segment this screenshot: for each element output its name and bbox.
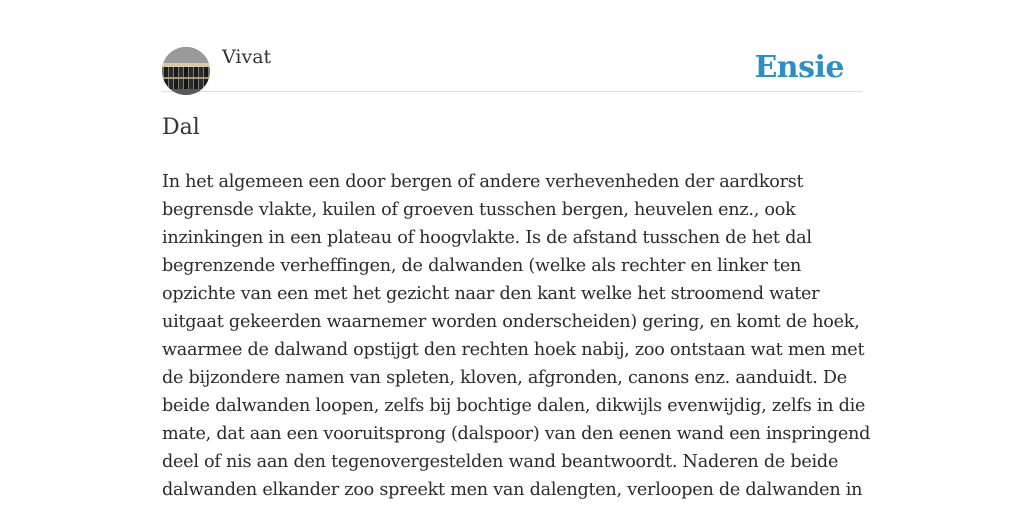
body-line: mate, dat aan een vooruitsprong (dalspoor) van den eenen wand een inspringend bbox=[162, 424, 871, 444]
body-line: begrensde vlakte, kuilen of groeven tusschen bergen, heuvelen enz., ook bbox=[162, 200, 796, 220]
books-avatar-image bbox=[162, 47, 210, 95]
body-line: beide dalwanden loopen, zelfs bij bochtige dalen, dikwijls evenwijdig, zelfs in die bbox=[162, 396, 866, 416]
body-line: begrenzende verheffingen, de dalwanden (welke als rechter en linker ten bbox=[162, 256, 802, 276]
article-title: Dal bbox=[162, 115, 200, 140]
body-line: uitgaat gekeerden waarnemer worden onderscheiden) gering, en komt de hoek, bbox=[162, 312, 860, 332]
body-line: waarmee de dalwand opstijgt den rechten hoek nabij, zoo ontstaan wat men met bbox=[162, 340, 865, 360]
brand-logo[interactable]: Ensie bbox=[754, 50, 844, 85]
source-avatar[interactable] bbox=[162, 47, 210, 95]
body-line: opzichte van een met het gezicht naar den kant welke het stroomend water bbox=[162, 284, 820, 304]
body-line: dalwanden elkander zoo spreekt men van dalengten, verloopen de dalwanden in bbox=[162, 480, 863, 500]
body-line: de bijzondere namen van spleten, kloven, afgronden, canons enz. aanduidt. De bbox=[162, 368, 847, 388]
page-container bbox=[162, 0, 871, 512]
article-body bbox=[162, 168, 871, 504]
body-line: deel of nis aan den tegenovergestelden wand beantwoordt. Naderen de beide bbox=[162, 452, 839, 472]
body-line: In het algemeen een door bergen of andere verhevenheden der aardkorst bbox=[162, 172, 804, 192]
source-name[interactable]: Vivat bbox=[222, 46, 272, 68]
body-line: inzinkingen in een plateau of hoogvlakte. Is de afstand tusschen de het dal bbox=[162, 228, 812, 248]
header bbox=[162, 0, 862, 92]
